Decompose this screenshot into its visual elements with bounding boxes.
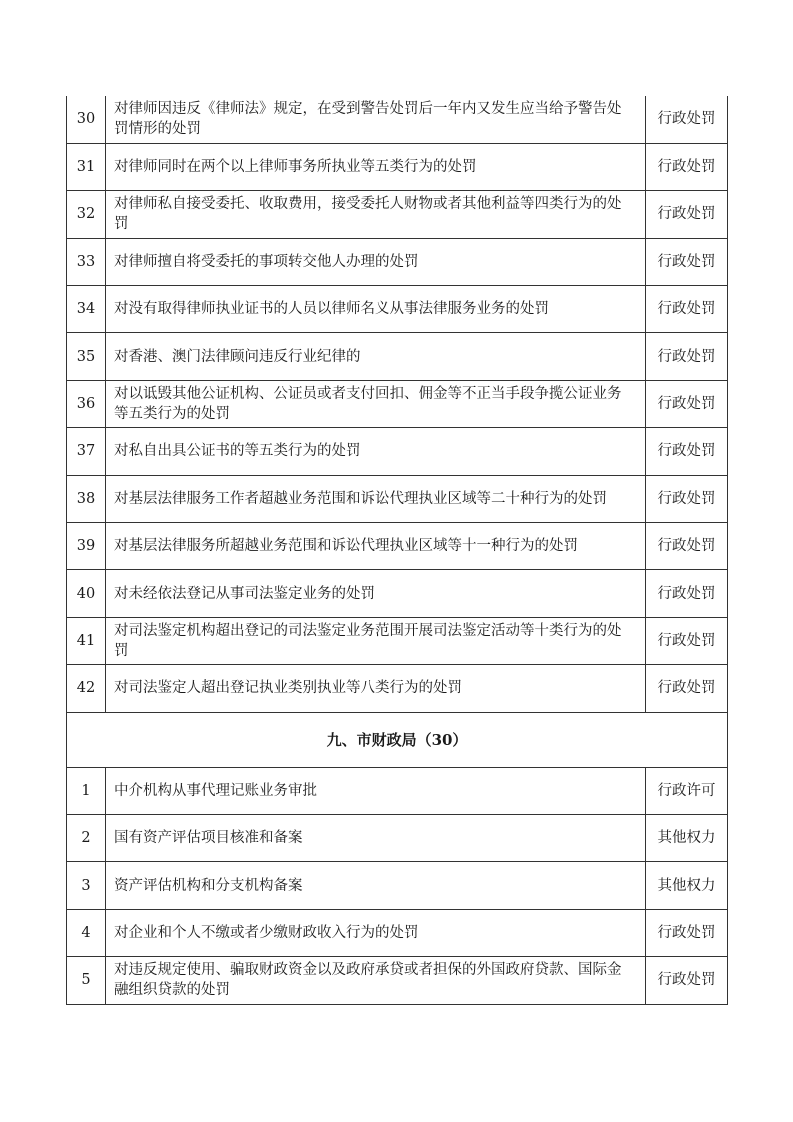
row-power-type: 行政处罚 (646, 665, 728, 712)
row-number: 1 (67, 767, 106, 814)
row-number: 41 (67, 617, 106, 664)
row-number: 5 (67, 957, 106, 1004)
row-power-type: 行政处罚 (646, 238, 728, 285)
row-power-type: 行政处罚 (646, 957, 728, 1004)
row-item-name: 国有资产评估项目核准和备案 (106, 814, 646, 861)
row-item-name: 资产评估机构和分支机构备案 (106, 862, 646, 909)
row-power-type: 行政处罚 (646, 380, 728, 427)
row-power-type: 行政处罚 (646, 617, 728, 664)
table-row (67, 286, 728, 333)
row-number: 3 (67, 862, 106, 909)
table-row (67, 909, 728, 956)
row-number: 40 (67, 570, 106, 617)
row-power-type: 其他权力 (646, 862, 728, 909)
row-number: 32 (67, 191, 106, 238)
row-power-type: 行政处罚 (646, 523, 728, 570)
row-power-type: 其他权力 (646, 814, 728, 861)
section-header-group (67, 712, 728, 767)
row-power-type: 行政处罚 (646, 96, 728, 143)
row-number: 30 (67, 96, 106, 143)
table-row (67, 957, 728, 1004)
row-power-type: 行政处罚 (646, 475, 728, 522)
row-item-name: 对以诋毁其他公证机构、公证员或者支付回扣、佣金等不正当手段争揽公证业务等五类行为的处罚 (106, 380, 646, 427)
table-row (67, 523, 728, 570)
row-item-name: 对律师因违反《律师法》规定，在受到警告处罚后一年内又发生应当给予警告处罚情形的处罚 (106, 96, 646, 143)
row-item-name: 对司法鉴定机构超出登记的司法鉴定业务范围开展司法鉴定活动等十类行为的处罚 (106, 617, 646, 664)
table-row (67, 570, 728, 617)
table-row (67, 380, 728, 427)
section-title: 九、市财政局（30） (67, 712, 728, 767)
row-number: 31 (67, 143, 106, 190)
row-item-name: 对司法鉴定人超出登记执业类别执业等八类行为的处罚 (106, 665, 646, 712)
table-row (67, 475, 728, 522)
row-number: 34 (67, 286, 106, 333)
table-row (67, 665, 728, 712)
row-power-type: 行政处罚 (646, 333, 728, 380)
table-row (67, 428, 728, 475)
row-power-type: 行政处罚 (646, 191, 728, 238)
row-power-type: 行政许可 (646, 767, 728, 814)
judicial-bureau-rows (67, 96, 728, 712)
finance-bureau-rows (67, 767, 728, 1004)
section-header-row (67, 712, 728, 767)
row-number: 39 (67, 523, 106, 570)
table-row (67, 96, 728, 143)
row-number: 33 (67, 238, 106, 285)
row-power-type: 行政处罚 (646, 428, 728, 475)
row-item-name: 对企业和个人不缴或者少缴财政收入行为的处罚 (106, 909, 646, 956)
row-item-name: 对私自出具公证书的等五类行为的处罚 (106, 428, 646, 475)
row-number: 38 (67, 475, 106, 522)
row-power-type: 行政处罚 (646, 143, 728, 190)
row-number: 42 (67, 665, 106, 712)
row-power-type: 行政处罚 (646, 909, 728, 956)
row-item-name: 对未经依法登记从事司法鉴定业务的处罚 (106, 570, 646, 617)
table-row (67, 238, 728, 285)
row-item-name: 对违反规定使用、骗取财政资金以及政府承贷或者担保的外国政府贷款、国际金融组织贷款的处罚 (106, 957, 646, 1004)
power-list-table (66, 96, 728, 1005)
row-item-name: 对基层法律服务工作者超越业务范围和诉讼代理执业区域等二十种行为的处罚 (106, 475, 646, 522)
document-page (66, 96, 728, 1005)
row-item-name: 对律师擅自将受委托的事项转交他人办理的处罚 (106, 238, 646, 285)
table-row (67, 767, 728, 814)
table-row (67, 143, 728, 190)
row-power-type: 行政处罚 (646, 570, 728, 617)
row-number: 37 (67, 428, 106, 475)
table-row (67, 862, 728, 909)
table-row (67, 617, 728, 664)
row-number: 35 (67, 333, 106, 380)
row-item-name: 对律师私自接受委托、收取费用，接受委托人财物或者其他利益等四类行为的处罚 (106, 191, 646, 238)
table-row (67, 191, 728, 238)
row-number: 4 (67, 909, 106, 956)
row-power-type: 行政处罚 (646, 286, 728, 333)
row-item-name: 中介机构从事代理记账业务审批 (106, 767, 646, 814)
table-row (67, 333, 728, 380)
row-item-name: 对律师同时在两个以上律师事务所执业等五类行为的处罚 (106, 143, 646, 190)
row-item-name: 对基层法律服务所超越业务范围和诉讼代理执业区域等十一种行为的处罚 (106, 523, 646, 570)
row-item-name: 对香港、澳门法律顾问违反行业纪律的 (106, 333, 646, 380)
row-number: 2 (67, 814, 106, 861)
table-row (67, 814, 728, 861)
row-item-name: 对没有取得律师执业证书的人员以律师名义从事法律服务业务的处罚 (106, 286, 646, 333)
row-number: 36 (67, 380, 106, 427)
